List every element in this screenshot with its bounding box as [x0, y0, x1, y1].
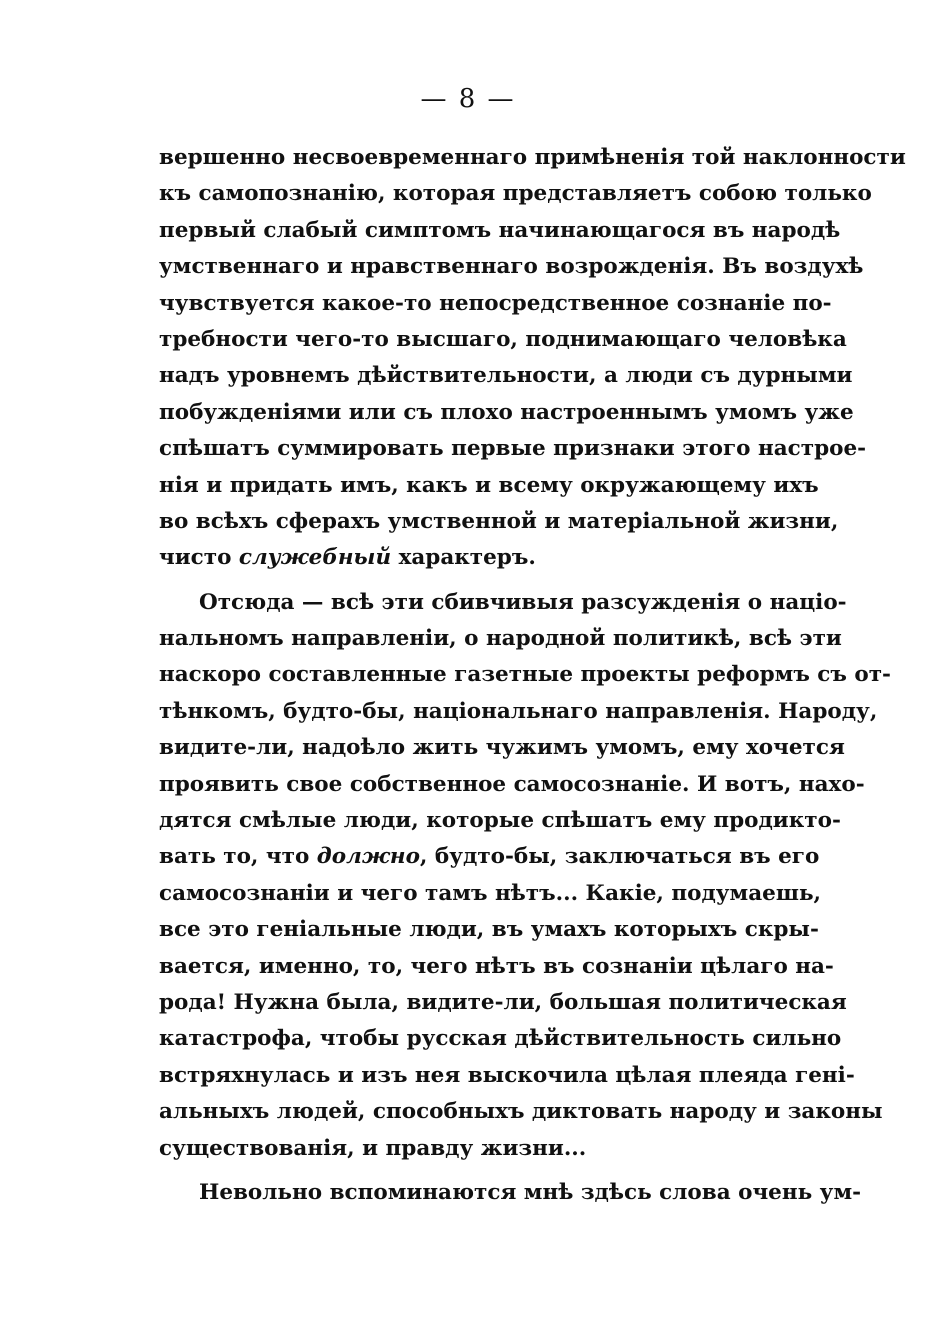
text-line — [159, 839, 820, 875]
text-line: вается, именно, то, чего нѣтъ въ сознаніи цѣлаго на- — [159, 953, 834, 979]
text-segment: характеръ. — [391, 545, 536, 571]
text-line: умственнаго и нравственнаго возрожденія. Въ воздухѣ — [159, 254, 864, 280]
text-segment: вать то, что — [159, 844, 317, 870]
text-line: надъ уровнемъ дѣйствительности, а люди съ дурными — [159, 363, 853, 389]
paragraph-gap — [159, 577, 779, 585]
text-line: побужденіями или съ плохо настроеннымъ умомъ уже — [159, 399, 854, 425]
text-line: Отсюда — всѣ эти сбивчивыя разсужденія о націо- — [199, 589, 847, 615]
text-line: Невольно вспоминаются мнѣ здѣсь слова очень ум- — [199, 1179, 862, 1205]
text-segment: чисто — [159, 545, 239, 571]
text-line: требности чего-то высшаго, поднимающаго человѣка — [159, 326, 847, 352]
text-line: тѣнкомъ, будто-бы, національнаго направленія. Народу, — [159, 698, 878, 724]
text-line: нія и придать имъ, какъ и всему окружающему ихъ — [159, 472, 819, 498]
paragraph — [159, 140, 906, 577]
paragraph — [159, 585, 891, 1167]
text-line: все это геніальные люди, въ умахъ которыхъ скры- — [159, 917, 819, 943]
text-line: альныхъ людей, способныхъ диктовать народу и законы — [159, 1099, 883, 1125]
text-segment: , будто-бы, заключаться въ его — [419, 844, 820, 870]
text-line: встряхнулась и изъ нея выскочила цѣлая плеяда гені- — [159, 1062, 855, 1088]
page-number: — 8 — — [420, 84, 516, 114]
text-line: наскоро составленные газетные проекты реформъ съ от- — [159, 662, 891, 688]
italic-word: должно — [316, 844, 420, 870]
text-line — [159, 540, 779, 576]
text-line: вершенно несвоевременнаго примѣненія той наклонности — [159, 145, 906, 170]
text-line: нальномъ направленіи, о народной политикѣ, всѣ эти — [159, 626, 842, 652]
text-line: дятся смѣлые люди, которые спѣшатъ ему продикто- — [159, 808, 841, 834]
text-line: первый слабый симптомъ начинающагося въ народѣ — [159, 217, 841, 243]
paragraph-gap — [159, 1167, 779, 1175]
body-text — [159, 140, 906, 1211]
paragraph — [159, 1175, 862, 1211]
text-line: во всѣхъ сферахъ умственной и матеріальной жизни, — [159, 508, 839, 534]
text-line: существованія, и правду жизни... — [159, 1135, 587, 1161]
text-line: самосознаніи и чего тамъ нѣтъ... Какіе, подумаешь, — [159, 880, 822, 906]
italic-word: служебный — [238, 545, 392, 571]
text-line: рода! Нужна была, видите-ли, большая политическая — [159, 989, 847, 1015]
text-line: къ самопознанію, которая представляетъ собою только — [159, 181, 872, 207]
text-line: видите-ли, надоѣло жить чужимъ умомъ, ему хочется — [159, 735, 845, 761]
text-line: чувствуется какое-то непосредственное сознаніе по- — [159, 290, 832, 316]
text-line: проявить свое собственное самосознаніе. И вотъ, нахо- — [159, 771, 865, 797]
text-line: спѣшатъ суммировать первые признаки этого настрое- — [159, 436, 867, 462]
text-line: катастрофа, чтобы русская дѣйствительность сильно — [159, 1026, 842, 1052]
